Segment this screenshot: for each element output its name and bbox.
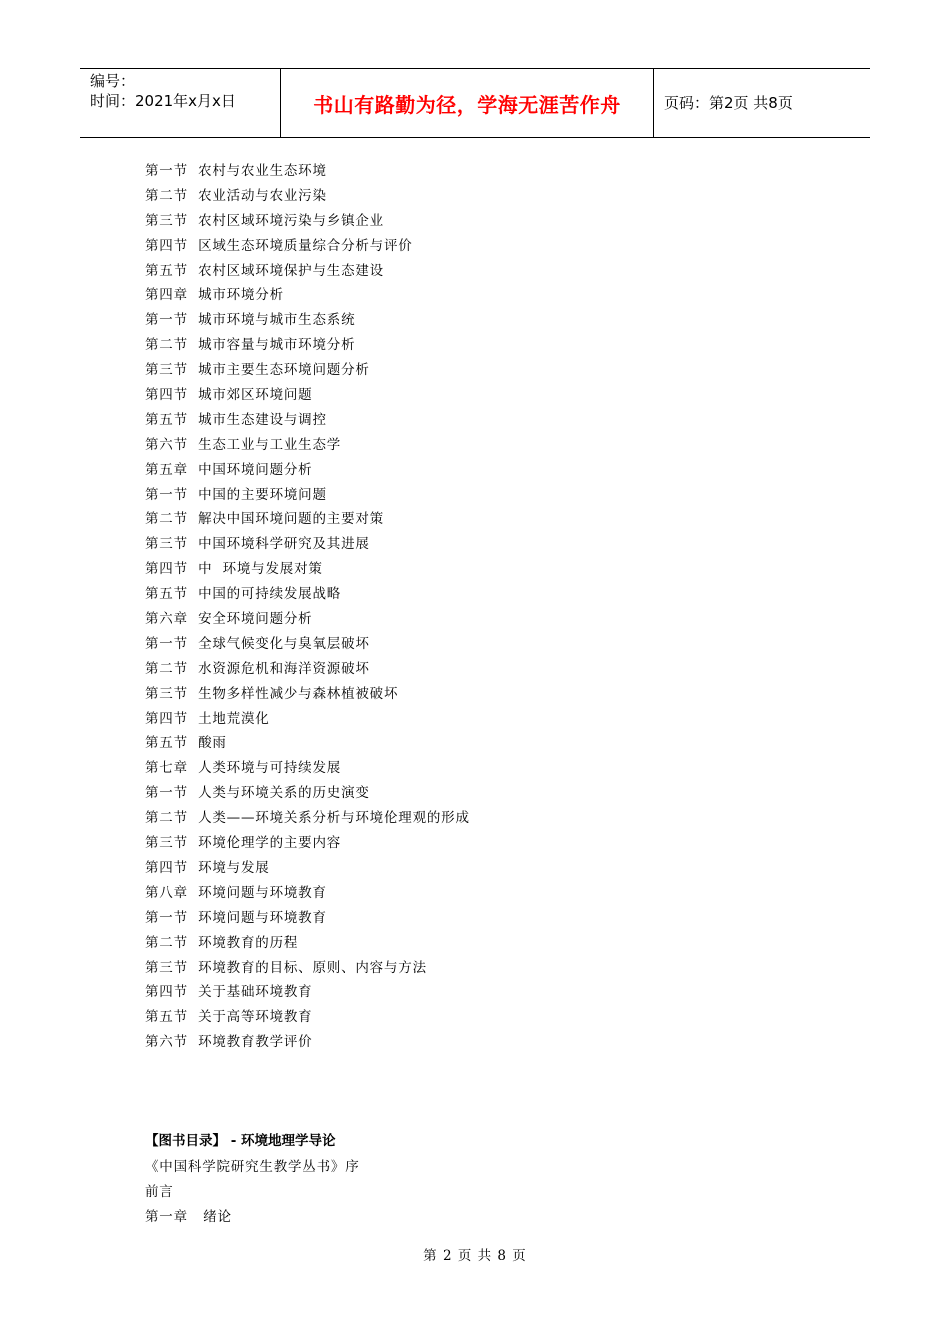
toc-entry: 第一节 环境问题与环境教育 [145, 909, 327, 926]
section-heading: 【图书目录】 - 环境地理学导论 [145, 1133, 336, 1149]
toc-entry: 第四节 环境与发展 [145, 859, 270, 876]
toc-entry: 第五节 农村区域环境保护与生态建设 [145, 262, 384, 279]
toc-entry: 第四节 城市郊区环境问题 [145, 387, 313, 404]
toc-entry: 第三节 环境伦理学的主要内容 [145, 835, 342, 852]
toc-entry: 第四节 中 环境与发展对策 [145, 561, 323, 578]
header-left-cell [80, 69, 281, 137]
toc-entry: 第一节 中国的主要环境问题 [145, 486, 327, 503]
page-footer: 第 2 页 共 8 页 [423, 1248, 527, 1264]
toc-entry: 《中国科学院研究生教学丛书》序 [145, 1159, 360, 1175]
toc-entry: 第三节 农村区域环境污染与乡镇企业 [145, 212, 384, 229]
toc-entry: 第五节 关于高等环境教育 [145, 1009, 313, 1026]
toc-entry: 第四节 区域生态环境质量综合分析与评价 [145, 237, 413, 254]
toc-entry: 第五节 中国的可持续发展战略 [145, 586, 342, 603]
toc-entry: 第二节 人类——环境关系分析与环境伦理观的形成 [145, 810, 470, 827]
toc-entry: 第一节 农村与农业生态环境 [145, 163, 327, 179]
toc-entry: 第四节 土地荒漠化 [145, 710, 270, 727]
toc-entry: 第七章 人类环境与可持续发展 [145, 760, 342, 777]
document-number-label: 编号： [90, 72, 136, 90]
toc-entry: 第三节 中国环境科学研究及其进展 [145, 536, 370, 553]
toc-entry: 第六章 安全环境问题分析 [145, 611, 313, 628]
toc-entry: 第四章 城市环境分析 [145, 287, 284, 304]
toc-entry: 第一章 绪论 [145, 1209, 232, 1225]
toc-entry: 第二节 水资源危机和海洋资源破坏 [145, 660, 370, 677]
toc-entry: 第五节 城市生态建设与调控 [145, 411, 327, 428]
header-middle-cell [281, 69, 654, 137]
toc-entry: 第六节 环境教育教学评价 [145, 1034, 313, 1051]
header-right-cell [654, 69, 870, 137]
toc-entry: 第二节 环境教育的历程 [145, 934, 299, 951]
toc-entry: 第二节 解决中国环境问题的主要对策 [145, 511, 384, 528]
toc-entry: 第三节 环境教育的目标、原则、内容与方法 [145, 959, 427, 976]
header-motto: 书山有路勤为径，学海无涯苦作舟 [313, 93, 621, 117]
page-header [80, 68, 870, 138]
toc-entry: 前言 [145, 1184, 174, 1200]
toc-entry: 第三节 生物多样性减少与森林植被破坏 [145, 685, 399, 702]
toc-entry: 第一节 全球气候变化与臭氧层破坏 [145, 635, 370, 652]
toc-entry: 第四节 关于基础环境教育 [145, 984, 313, 1001]
toc-entry: 第六节 生态工业与工业生态学 [145, 436, 342, 453]
book-contents-list [145, 1155, 360, 1230]
toc-entry: 第二节 城市容量与城市环境分析 [145, 337, 356, 354]
toc-entry: 第一节 人类与环境关系的历史演变 [145, 785, 370, 802]
toc-entry: 第五章 中国环境问题分析 [145, 461, 313, 478]
toc-entry: 第二节 农业活动与农业污染 [145, 187, 327, 204]
toc-entry: 第三节 城市主要生态环境问题分析 [145, 362, 370, 379]
table-of-contents [145, 159, 470, 1055]
header-page-info: 页码：第2页 共8页 [664, 94, 793, 112]
toc-entry: 第一节 城市环境与城市生态系统 [145, 312, 356, 329]
document-date-label: 时间：2021年x月x日 [90, 92, 236, 110]
toc-entry: 第五节 酸雨 [145, 735, 227, 752]
toc-entry: 第八章 环境问题与环境教育 [145, 884, 327, 901]
